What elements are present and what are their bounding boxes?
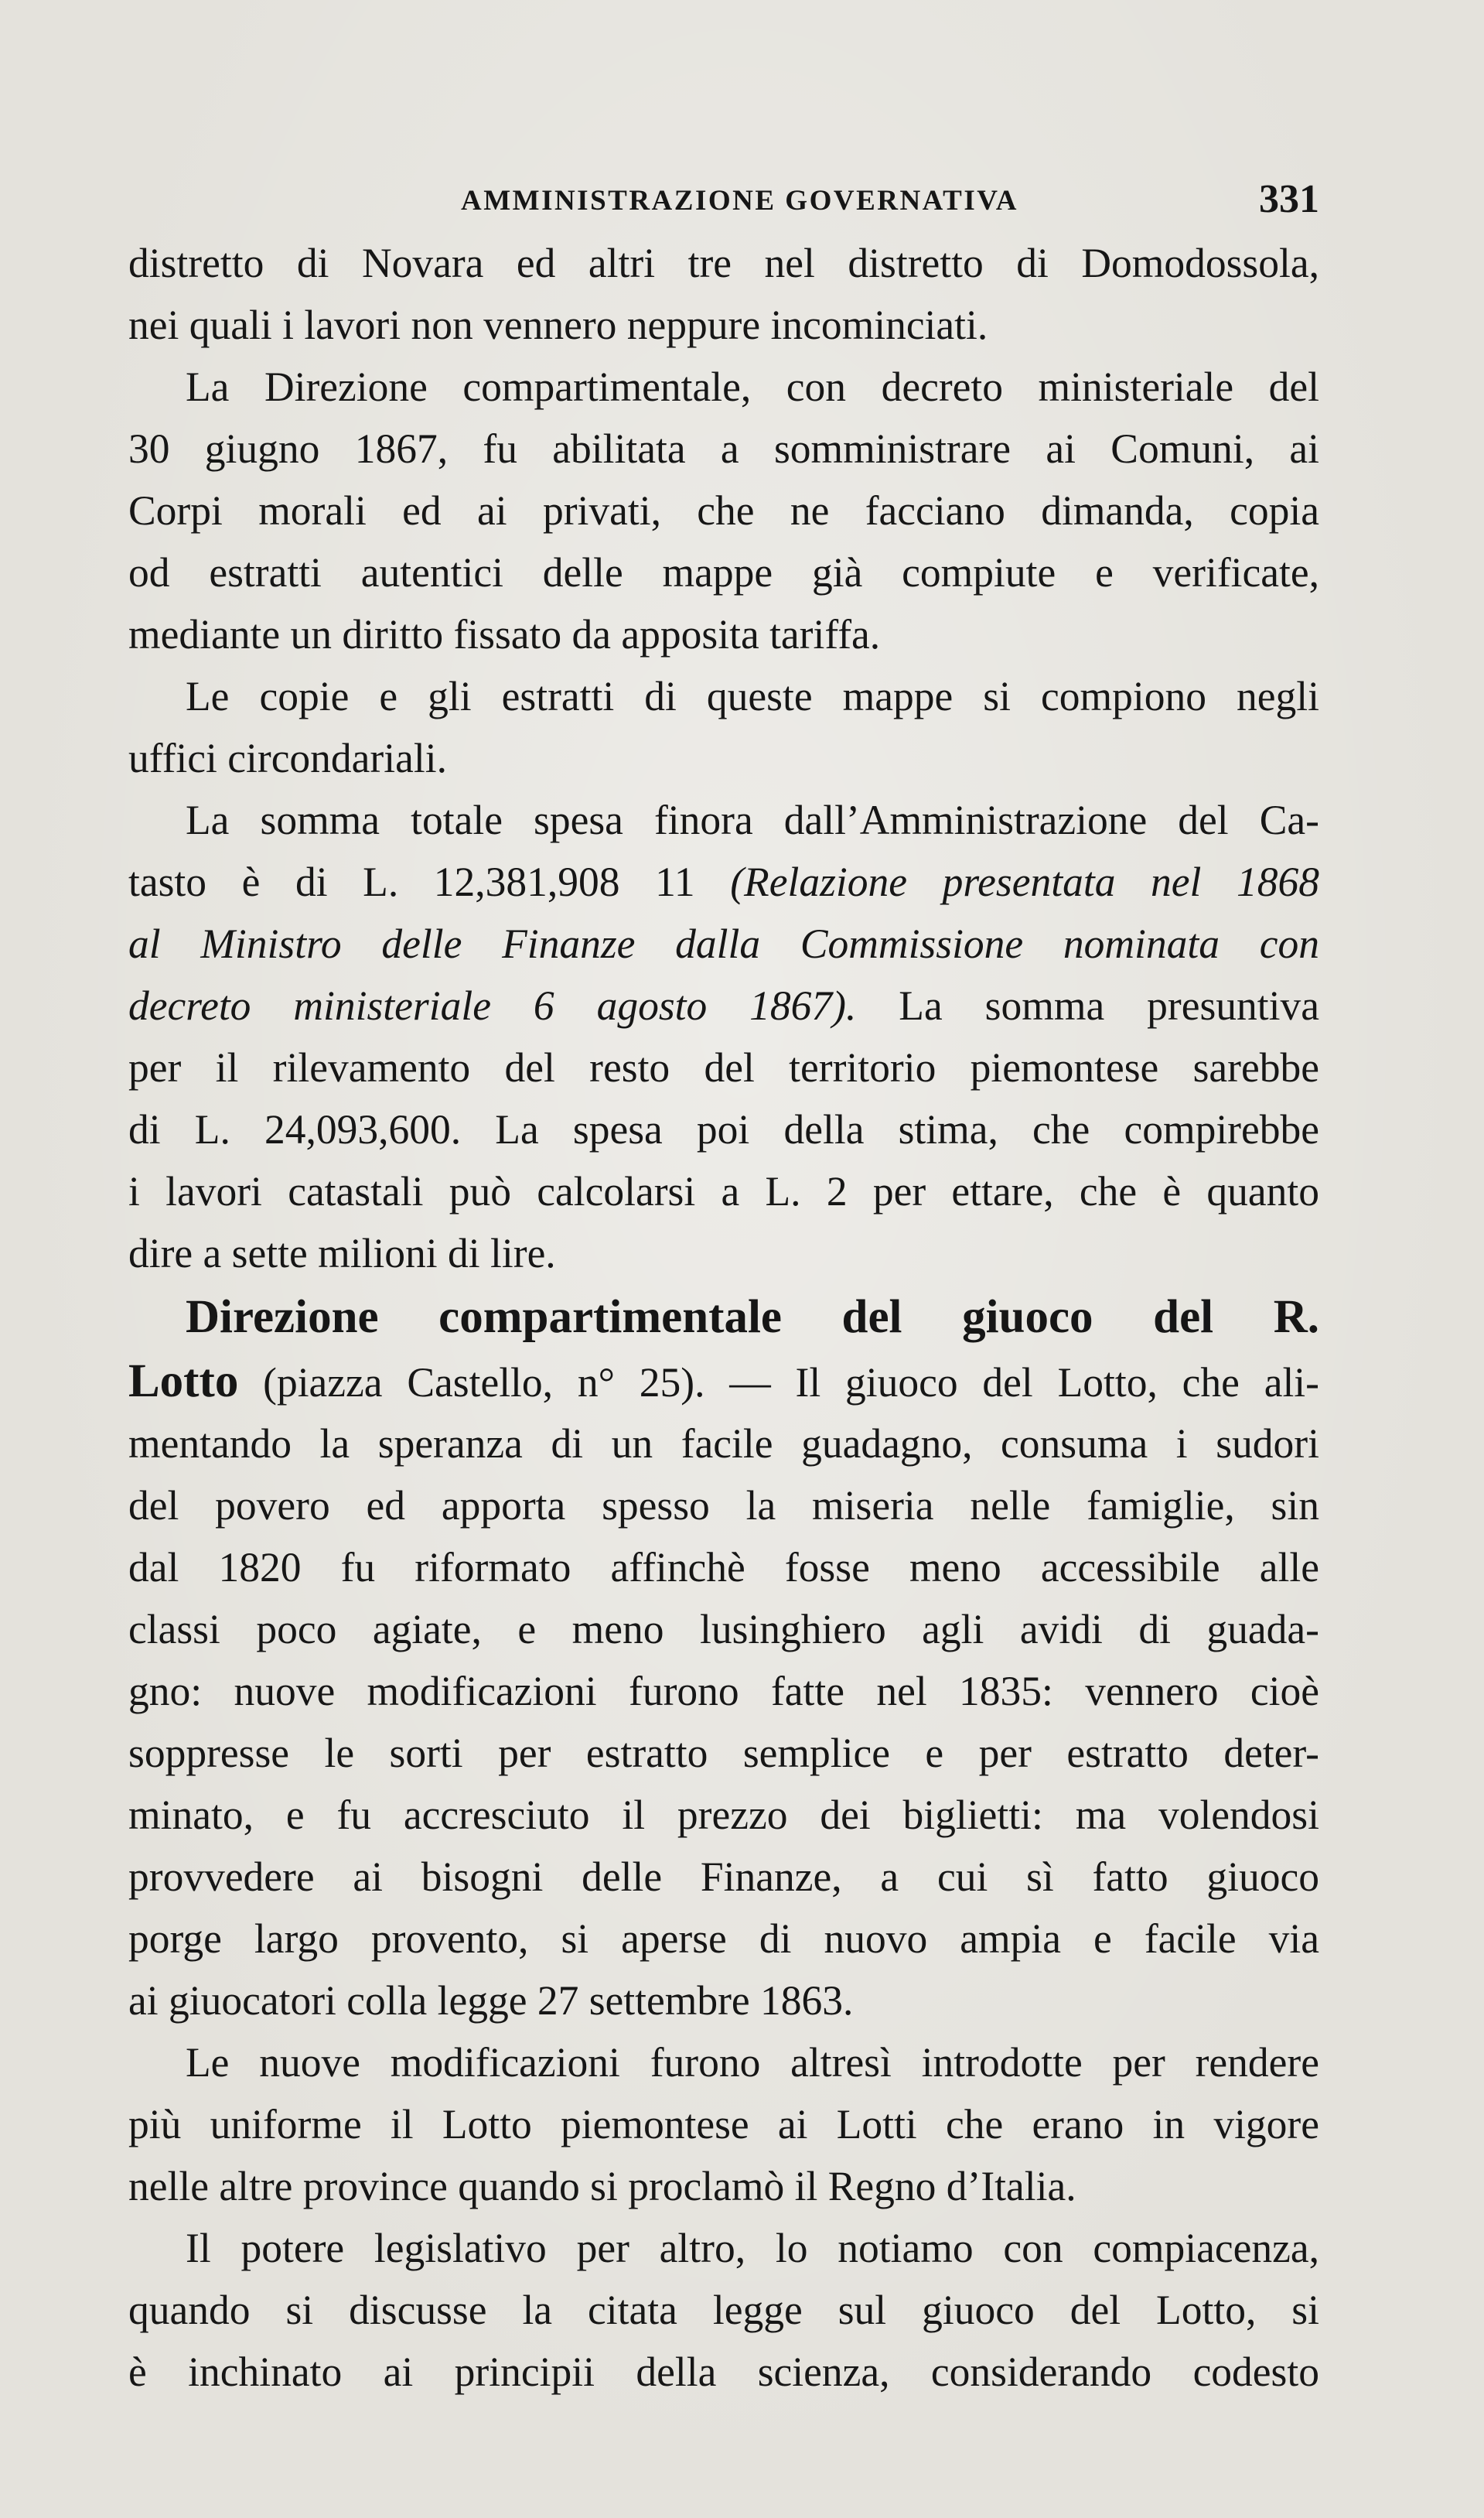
- page-number: 331: [1259, 177, 1319, 221]
- text-line: soppresse le sorti per estratto semplice e per estratto deter-: [128, 1730, 1319, 1776]
- text-line: gno: nuove modificazioni furono fatte nel 1835: vennero cioè: [128, 1668, 1319, 1714]
- text-line: più uniforme il Lotto piemontese ai Lotti che erano in vigore: [128, 2101, 1319, 2147]
- text-line: La somma totale spesa finora dall’Amministrazione del Ca-: [186, 797, 1319, 843]
- text-line: La Direzione compartimentale, con decreto ministeriale del: [186, 364, 1319, 410]
- text-segment: La somma presuntiva: [856, 982, 1319, 1029]
- text-line: porge largo provento, si aperse di nuovo ampia e facile via: [128, 1915, 1319, 1962]
- text-line: quando si discusse la citata legge sul giuoco del Lotto, si: [128, 2287, 1319, 2333]
- text-line: dal 1820 fu riformato affinchè fosse meno accessibile alle: [128, 1544, 1319, 1590]
- text-line: nei quali i lavori non vennero neppure incominciati.: [128, 302, 988, 348]
- text-line: per il rilevamento del resto del territorio piemontese sarebbe: [128, 1044, 1319, 1091]
- citation-line: al Ministro delle Finanze dalla Commissione nominata con: [128, 921, 1319, 967]
- text-line: di L. 24,093,600. La spesa poi della stima, che compirebbe: [128, 1106, 1319, 1153]
- citation-text: decreto ministeriale 6 agosto 1867).: [128, 982, 857, 1029]
- text-line: ai giuocatori colla legge 27 settembre 1863.: [128, 1977, 854, 2024]
- text-line: minato, e fu accresciuto il prezzo dei biglietti: ma volendosi: [128, 1792, 1319, 1838]
- text-line: od estratti autentici delle mappe già compiute e verificate,: [128, 549, 1319, 596]
- section-heading-end: Lotto: [128, 1355, 239, 1407]
- text-line: provvedere ai bisogni delle Finanze, a cui sì fatto giuoco: [128, 1853, 1319, 1900]
- text-line: [128, 851, 1319, 913]
- text-line: Il potere legislativo per altro, lo notiamo con compiacenza,: [186, 2225, 1319, 2271]
- text-segment: tasto è di L. 12,381,908 11: [128, 859, 731, 905]
- page-header: [128, 176, 1319, 223]
- body-text: [128, 232, 1319, 2403]
- text-line: è inchinato ai principii della scienza, considerando codesto: [128, 2349, 1319, 2395]
- text-line: 30 giugno 1867, fu abilitata a somministrare ai Comuni, ai: [128, 425, 1319, 472]
- running-head: AMMINISTRAZIONE GOVERNATIVA: [461, 185, 1018, 217]
- text-line: i lavori catastali può calcolarsi a L. 2 per ettare, che è quanto: [128, 1168, 1319, 1215]
- text-line: classi poco agiate, e meno lusinghiero agli avidi di guada-: [128, 1606, 1319, 1652]
- text-line: [128, 975, 1319, 1037]
- text-line: distretto di Novara ed altri tre nel distretto di Domodossola,: [128, 240, 1319, 286]
- text-line: [128, 1351, 1319, 1413]
- text-line: Corpi morali ed ai privati, che ne facciano dimanda, copia: [128, 487, 1319, 534]
- text-line: uffici circondariali.: [128, 735, 447, 781]
- text-line: Le nuove modificazioni furono altresì introdotte per rendere: [186, 2039, 1319, 2086]
- text-line: mentando la speranza di un facile guadagno, consuma i sudori: [128, 1420, 1319, 1467]
- section-heading: Direzione compartimentale del giuoco del R.: [186, 1291, 1319, 1343]
- text-line: mediante un diritto fissato da apposita tariffa.: [128, 611, 881, 658]
- text-line: del povero ed apporta spesso la miseria nelle famiglie, sin: [128, 1482, 1319, 1529]
- text-segment: (piazza Castello, n° 25). — Il giuoco del Lotto, che ali-: [238, 1359, 1319, 1406]
- text-line: Le copie e gli estratti di queste mappe si compiono negli: [186, 673, 1319, 719]
- citation-text: (Relazione presentata nel 1868: [730, 859, 1319, 905]
- text-line: nelle altre province quando si proclamò il Regno d’Italia.: [128, 2163, 1076, 2209]
- text-line: dire a sette milioni di lire.: [128, 1230, 556, 1276]
